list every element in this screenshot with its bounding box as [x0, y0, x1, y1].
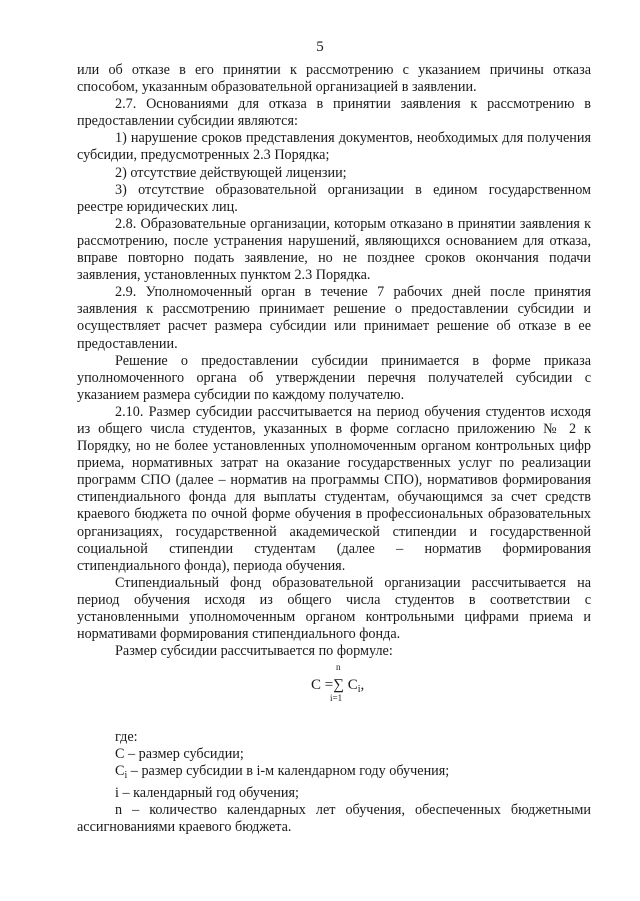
definition-ci-subscript: i — [124, 770, 128, 782]
formula-term-subscript: i — [357, 684, 361, 696]
list-item-1: 1) нарушение сроков представления документов, необходимых для получения субсидии, предусмотренных 2.3 Порядка; — [77, 130, 591, 164]
definition-ci — [77, 763, 591, 784]
paragraph-formula-intro: Размер субсидии рассчитывается по формуле: — [115, 643, 393, 660]
list-item-3: 3) отсутствие образовательной организации в едином государственном реестре юридических лиц. — [77, 181, 591, 215]
paragraph-continuation: или об отказе в его принятии к рассмотрению с указанием причины отказа способом, указанным образовательной организацией в заявлении. — [77, 62, 591, 96]
paragraph-2-8: 2.8. Образовательные организации, которым отказано в принятии заявления к рассмотрению, после устранения нарушений, являющихся основанием для отказа, вправе повторно подать заявление, но не позднее сроков окончания подачи заявления, установленных пунктом 2.3 Порядка. — [77, 215, 591, 284]
definition-ci-text: – размер субсидии в i-м календарном году обучения; — [127, 763, 450, 780]
paragraph-2-10: 2.10. Размер субсидии рассчитывается на период обучения студентов исходя из общего числа студентов, указанных в форме согласно приложению № 2 к Порядку, но не более установленных уполномоченным органом контрольных цифр приема, нормативных затрат на оказание государственных услуг по реализации программ СПО (далее – норматив на программы СПО), нормативов формирования стипендиального фонда для выплаты студентам, обучающимся за счет средств краевого бюджета по очной форме обучения в профессиональных образовательных организациях, государственной академической стипендии и государственной социальной стипендии студентам (далее – норматив формирования стипендиального фонда), периода обучения. — [77, 403, 591, 574]
definitions-where: где: — [115, 729, 138, 746]
paragraph-stipend-fund: Стипендиальный фонд образовательной организации рассчитывается на период обучения исходя из общего числа студентов в соответствии с установленными уполномоченным органом контрольными цифрами приема и нормативами формирования стипендиального фонда. — [77, 574, 591, 643]
paragraph-2-9: 2.9. Уполномоченный орган в течение 7 рабочих дней после принятия заявления к рассмотрению принимает решение о предоставлении субсидии и осуществляет расчет размера субсидии или принимает решение об отказе в ее предоставлении. — [77, 284, 591, 352]
subsidy-formula — [77, 660, 591, 712]
formula-tail: , — [360, 677, 365, 694]
definition-n: n – количество календарных лет обучения, обеспеченных бюджетными ассигнованиями краевого бюджета. — [77, 801, 591, 835]
paragraph-decision: Решение о предоставлении субсидии принимается в форме приказа уполномоченного органа об утверждении перечня получателей субсидии с указанием размера субсидии по каждому получателю. — [77, 352, 591, 403]
formula-term: С — [347, 677, 358, 694]
definition-c: С – размер субсидии; — [115, 746, 244, 763]
definition-ci-symbol: С — [115, 763, 125, 780]
document-body — [77, 62, 591, 836]
formula-lower-limit: i=1 — [330, 693, 343, 704]
formula-upper-limit: n — [336, 662, 341, 673]
paragraph-2-7: 2.7. Основаниями для отказа в принятии заявления к рассмотрению в предоставлении субсидии являются: — [77, 96, 591, 130]
list-item-2: 2) отсутствие действующей лицензии; — [115, 164, 347, 181]
page-number: 5 — [316, 39, 324, 55]
definition-i: i – календарный год обучения; — [115, 784, 299, 801]
formula-lhs: С — [311, 677, 322, 694]
sigma-symbol: ∑ — [333, 677, 344, 694]
formula-equals: = — [324, 677, 334, 694]
